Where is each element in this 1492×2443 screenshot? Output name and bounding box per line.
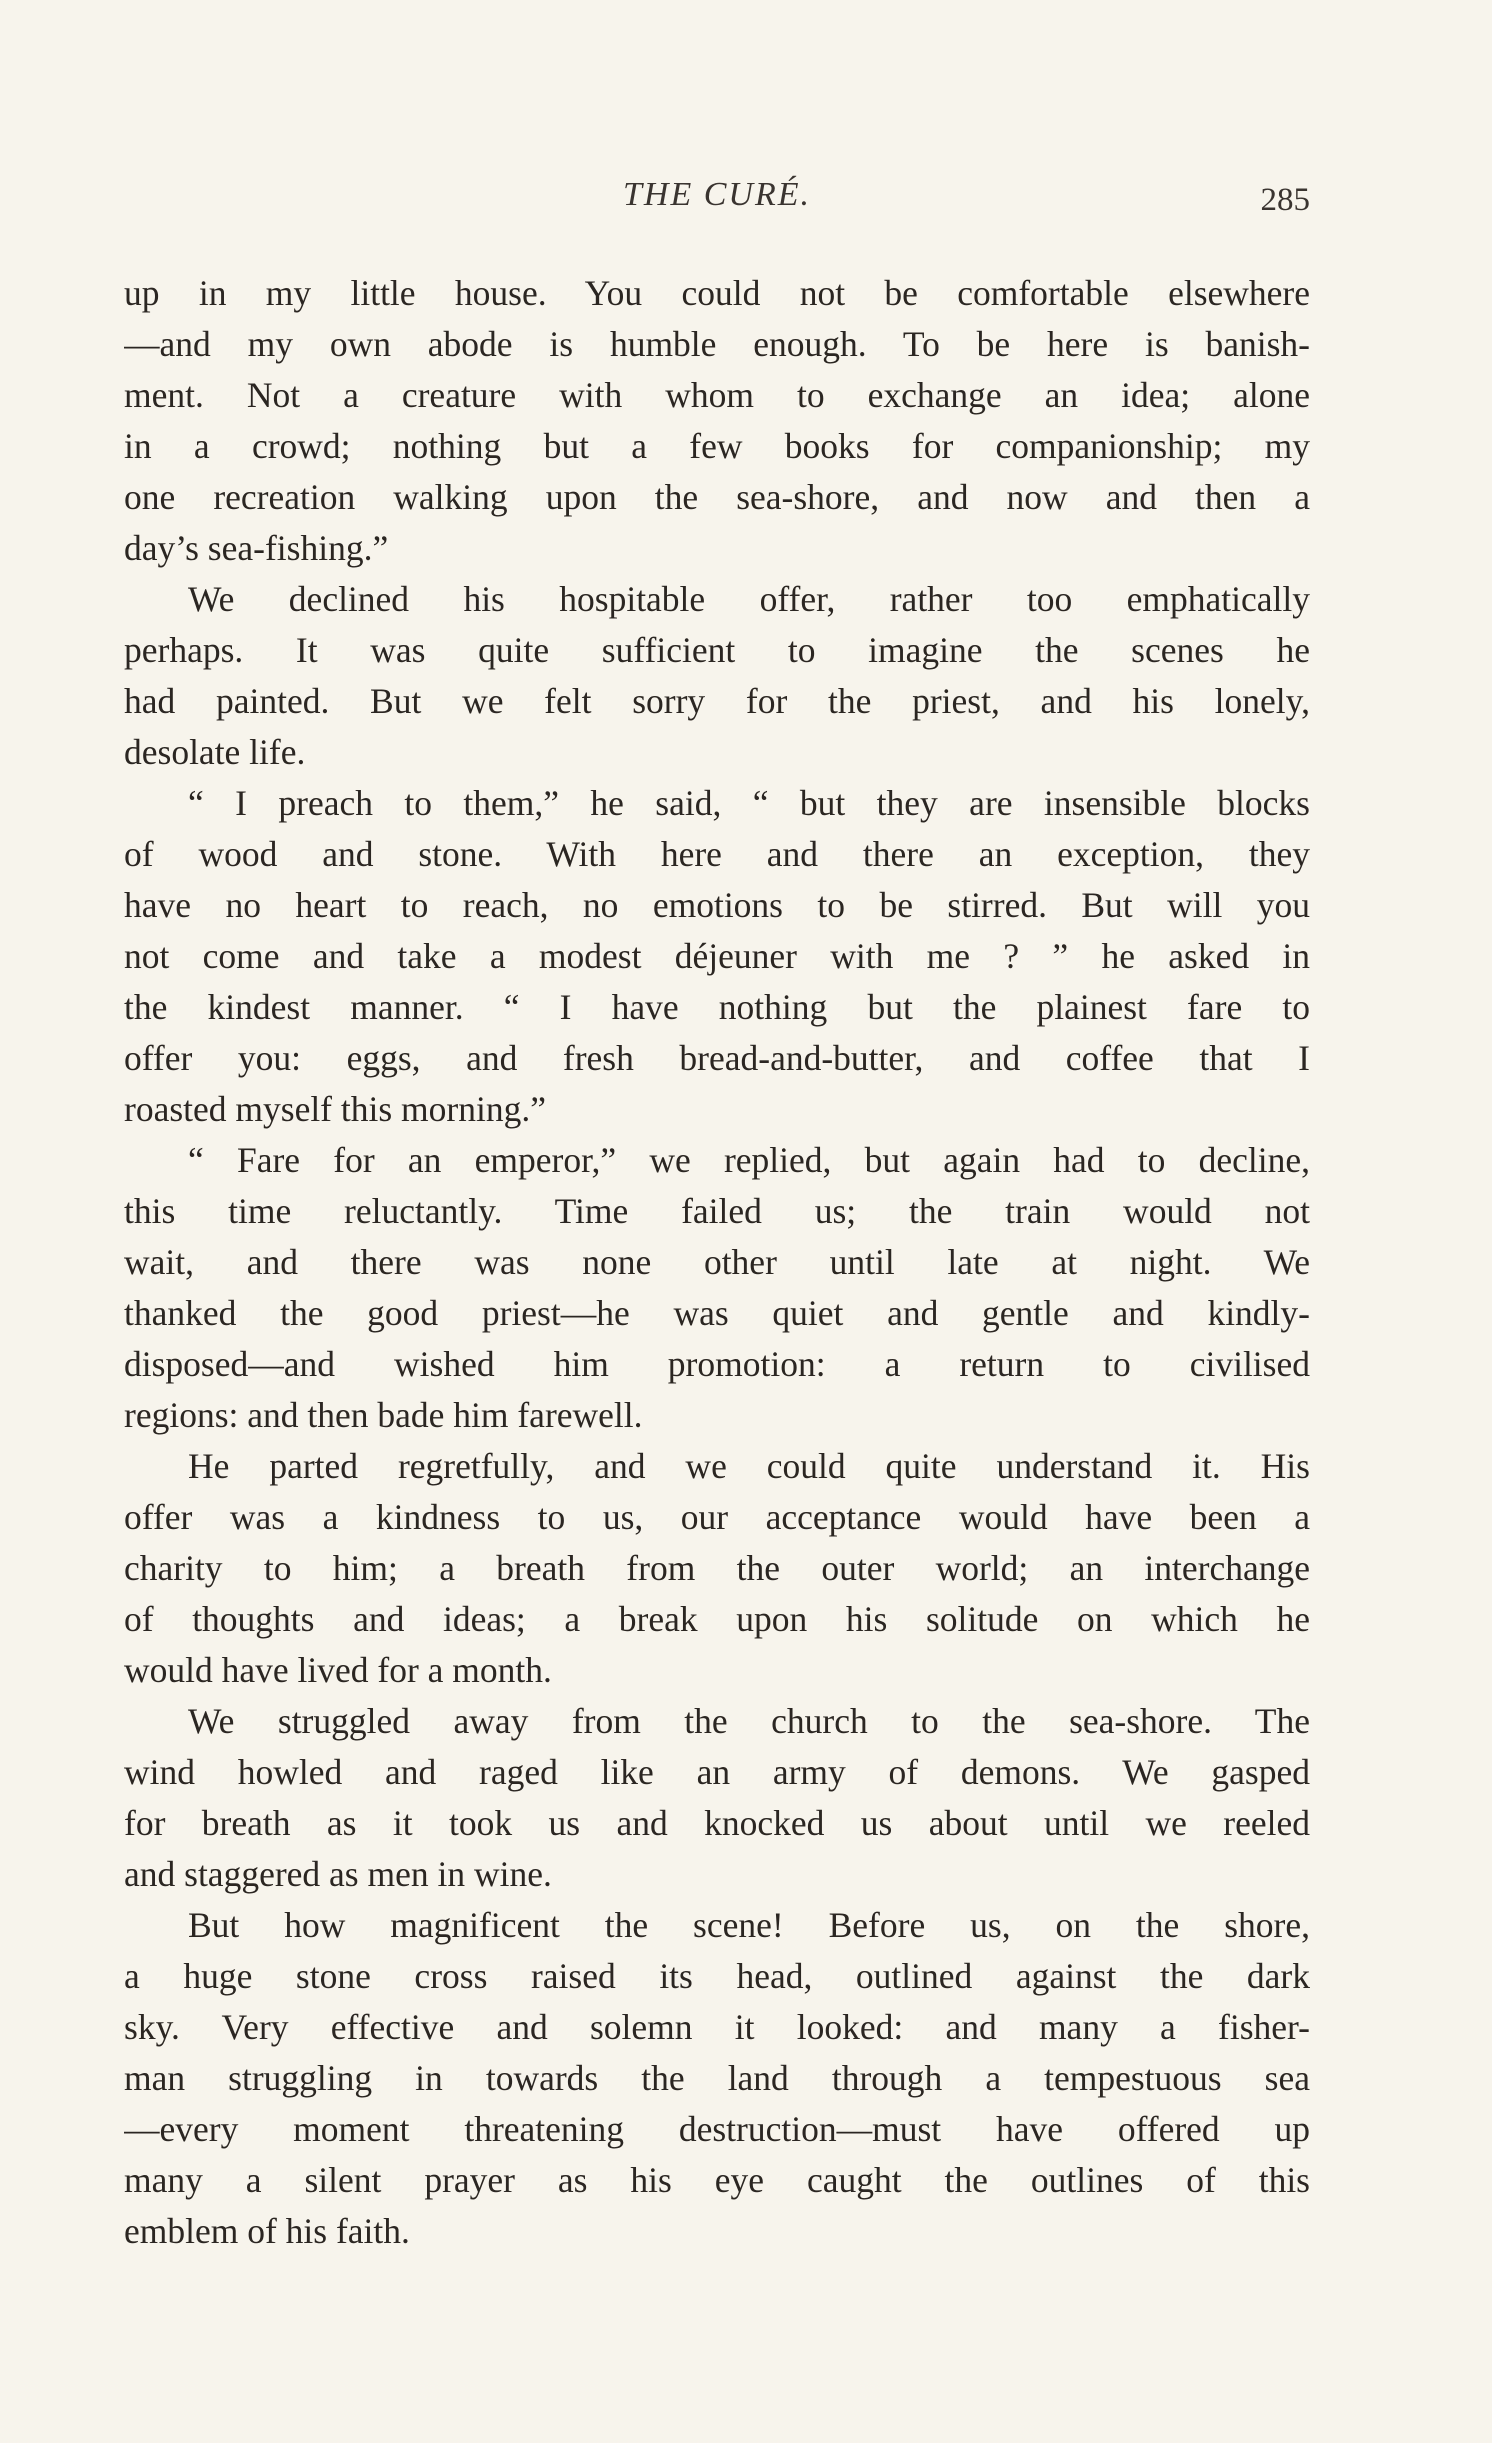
running-head	[124, 176, 1310, 220]
text-line: and staggered as men in wine.	[124, 1854, 552, 1894]
text-line: roasted myself this morning.”	[124, 1089, 546, 1129]
text-line: sky. Very effective and solemn it looked: and many a fisher-	[124, 2007, 1310, 2047]
text-line: wind howled and raged like an army of demons. We gasped	[124, 1752, 1310, 1792]
text-line: the kindest manner. “ I have nothing but the plainest fare to	[124, 987, 1310, 1027]
text-line: one recreation walking upon the sea-shore, and now and then a	[124, 477, 1310, 517]
text-line: would have lived for a month.	[124, 1650, 552, 1690]
text-line: thanked the good priest—he was quiet and gentle and kindly-	[124, 1293, 1310, 1333]
text-line: man struggling in towards the land through a tempestuous sea	[124, 2058, 1310, 2098]
text-line: a huge stone cross raised its head, outlined against the dark	[124, 1956, 1310, 1996]
text-line: “ I preach to them,” he said, “ but they are insensible blocks	[188, 783, 1310, 823]
text-line: —every moment threatening destruction—must have offered up	[124, 2109, 1310, 2149]
text-line: But how magnificent the scene! Before us, on the shore,	[188, 1905, 1310, 1945]
text-line: offer you: eggs, and fresh bread-and-butter, and coffee that I	[124, 1038, 1310, 1078]
text-line: desolate life.	[124, 732, 306, 772]
text-line: of thoughts and ideas; a break upon his solitude on which he	[124, 1599, 1310, 1639]
text-line: day’s sea-fishing.”	[124, 528, 389, 568]
text-line: many a silent prayer as his eye caught the outlines of this	[124, 2160, 1310, 2200]
body-text	[124, 268, 1310, 2257]
text-line: not come and take a modest déjeuner with me ? ” he asked in	[124, 936, 1310, 976]
text-line: this time reluctantly. Time failed us; the train would not	[124, 1191, 1310, 1231]
text-line: had painted. But we felt sorry for the priest, and his lonely,	[124, 681, 1310, 721]
text-line: disposed—and wished him promotion: a return to civilised	[124, 1344, 1310, 1384]
text-line: offer was a kindness to us, our acceptance would have been a	[124, 1497, 1310, 1537]
text-line: for breath as it took us and knocked us about until we reeled	[124, 1803, 1310, 1843]
running-title: THE CURÉ.	[623, 176, 811, 213]
text-line: We declined his hospitable offer, rather too emphatically	[188, 579, 1310, 619]
text-line: We struggled away from the church to the sea-shore. The	[188, 1701, 1310, 1741]
text-line: “ Fare for an emperor,” we replied, but again had to decline,	[188, 1140, 1310, 1180]
text-line: emblem of his faith.	[124, 2211, 410, 2251]
page-number: 285	[1260, 182, 1310, 218]
text-line: wait, and there was none other until late at night. We	[124, 1242, 1310, 1282]
text-line: ment. Not a creature with whom to exchange an idea; alone	[124, 375, 1310, 415]
text-line: in a crowd; nothing but a few books for companionship; my	[124, 426, 1310, 466]
text-line: up in my little house. You could not be comfortable elsewhere	[124, 273, 1310, 313]
text-line: perhaps. It was quite sufficient to imagine the scenes he	[124, 630, 1310, 670]
text-line: —and my own abode is humble enough. To be here is banish-	[124, 324, 1310, 364]
text-line: of wood and stone. With here and there an exception, they	[124, 834, 1310, 874]
text-line: have no heart to reach, no emotions to be stirred. But will you	[124, 885, 1310, 925]
text-line: regions: and then bade him farewell.	[124, 1395, 643, 1435]
text-line: charity to him; a breath from the outer world; an interchange	[124, 1548, 1310, 1588]
text-line: He parted regretfully, and we could quite understand it. His	[188, 1446, 1310, 1486]
